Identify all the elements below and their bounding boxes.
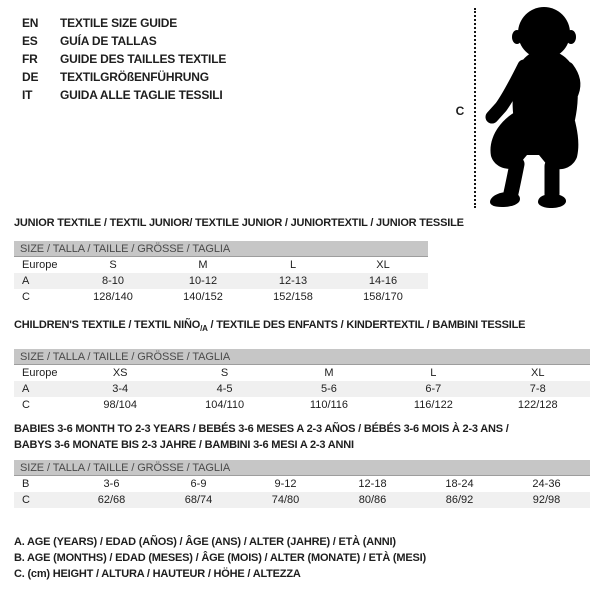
table-cell: 92/98 <box>532 494 561 506</box>
childrens-textile-table <box>14 318 590 413</box>
lang-label: GUÍA DE TALLAS <box>60 34 157 48</box>
size-header-band: SIZE / TALLA / TAILLE / GRÖSSE / TAGLIA <box>14 241 428 257</box>
lang-label: GUIDA ALLE TAGLIE TESSILI <box>60 88 223 102</box>
table-cell: 24-36 <box>532 478 561 490</box>
title-subscript: /A <box>200 324 208 334</box>
baby-silhouette-icon <box>482 6 598 208</box>
table-cell: 9-12 <box>274 478 297 490</box>
baby-silhouette <box>482 6 598 213</box>
row-label: A <box>22 275 30 287</box>
row-label: A <box>22 383 30 396</box>
table-cell: 128/140 <box>93 291 133 303</box>
lang-code: EN <box>22 16 39 30</box>
row-label: C <box>22 291 30 303</box>
table-title-children: CHILDREN'S TEXTILE / TEXTIL $NIÑO_{/A}$ / TEXTILE DES ENFANTS / KINDERTEXTIL / BAMBINI TESSILE <box>14 319 526 334</box>
table-title-babies <box>14 421 590 453</box>
lang-code: FR <box>22 52 38 66</box>
footnote-a: A. AGE (YEARS) / EDAD (AÑOS) / ÂGE (ANS) / ALTER (JAHRE) / ETÀ (ANNI) <box>14 536 396 548</box>
column-header: S <box>220 367 229 380</box>
table-cell: 7-8 <box>529 383 546 396</box>
table-cell: 122/128 <box>517 399 558 412</box>
table-header-row <box>14 257 428 273</box>
table-cell: 4-5 <box>216 383 233 396</box>
size-header-band: SIZE / TALLA / TAILLE / GRÖSSE / TAGLIA <box>14 349 590 365</box>
lang-code: DE <box>22 70 39 84</box>
lang-label: TEXTILGRÖßENFÜHRUNG <box>60 70 209 84</box>
column-header: XL <box>531 367 545 380</box>
height-measure-dotted-line <box>474 8 476 208</box>
footnote-c: C. (cm) HEIGHT / ALTURA / HAUTEUR / HÖHE / ALTEZZA <box>14 568 301 580</box>
lang-code: ES <box>22 34 38 48</box>
lang-code: IT <box>22 88 33 102</box>
table-row-age <box>14 273 428 289</box>
column-header: L <box>430 367 437 380</box>
table-cell: 6-9 <box>190 478 207 490</box>
column-header: Europe <box>22 367 58 380</box>
lang-row-en <box>22 14 226 32</box>
table-title-junior: JUNIOR TEXTILE / TEXTIL JUNIOR/ TEXTILE JUNIOR / JUNIORTEXTIL / JUNIOR TESSILE <box>14 217 464 229</box>
lang-row-de <box>22 68 226 86</box>
table-cell: 140/152 <box>183 291 223 303</box>
table-cell: 18-24 <box>445 478 474 490</box>
lang-row-fr <box>22 50 226 68</box>
table-title-line2: BABYS 3-6 MONATE BIS 2-3 JAHRE / BAMBINI 3-6 MESI A 2-3 ANNI <box>14 439 354 451</box>
size-header-band: SIZE / TALLA / TAILLE / GRÖSSE / TAGLIA <box>14 460 590 476</box>
table-cell: 8-10 <box>101 275 125 287</box>
table-cell: 158/170 <box>363 291 403 303</box>
language-legend <box>22 14 226 104</box>
column-header: XS <box>112 367 128 380</box>
lang-row-it <box>22 86 226 104</box>
table-cell: 80/86 <box>358 494 387 506</box>
table-cell: 86/92 <box>445 494 474 506</box>
column-header: M <box>198 259 208 271</box>
table-row-height <box>14 492 590 508</box>
column-header: Europe <box>22 259 58 271</box>
lang-row-es <box>22 32 226 50</box>
row-label: C <box>22 399 30 412</box>
lang-label: TEXTILE SIZE GUIDE <box>60 16 178 30</box>
table-row-age-months <box>14 476 590 492</box>
table-row-age <box>14 381 590 397</box>
table-cell: 110/116 <box>309 399 349 412</box>
column-header: L <box>289 259 297 271</box>
table-cell: 3-6 <box>103 478 120 490</box>
table-cell: 3-4 <box>112 383 129 396</box>
table-cell: 14-16 <box>368 275 398 287</box>
junior-textile-table <box>14 216 464 305</box>
table-title-line1: BABIES 3-6 MONTH TO 2-3 YEARS / BEBÉS 3-6 MESES A 2-3 AÑOS / BÉBÉS 3-6 MOIS À 2-3 ANS / <box>14 423 509 435</box>
table-cell: 74/80 <box>271 494 300 506</box>
table-row-height <box>14 397 590 413</box>
table-row-height <box>14 289 428 305</box>
column-header: S <box>109 259 117 271</box>
table-cell: 98/104 <box>103 399 138 412</box>
row-label: C <box>22 494 30 506</box>
babies-textile-table <box>14 421 590 508</box>
table-cell: 12-13 <box>278 275 308 287</box>
height-measure-label: C <box>455 104 465 118</box>
table-cell: 62/68 <box>97 494 126 506</box>
footnote-b: B. AGE (MONTHS) / EDAD (MESES) / ÂGE (MOIS) / ALTER (MONATE) / ETÀ (MESI) <box>14 552 426 564</box>
table-cell: 12-18 <box>358 478 387 490</box>
table-cell: 5-6 <box>321 383 337 396</box>
table-cell: 116/122 <box>413 399 453 412</box>
column-header: XL <box>376 259 390 271</box>
footnotes <box>14 534 426 582</box>
table-cell: 10-12 <box>188 275 218 287</box>
column-header: M <box>324 367 334 380</box>
lang-label: GUIDE DES TAILLES TEXTILE <box>60 52 227 66</box>
row-label: B <box>22 478 30 490</box>
table-cell: 6-7 <box>425 383 442 396</box>
table-cell: 152/158 <box>273 291 313 303</box>
table-cell: 104/110 <box>205 399 245 412</box>
table-cell: 68/74 <box>184 494 213 506</box>
table-header-row <box>14 365 590 381</box>
